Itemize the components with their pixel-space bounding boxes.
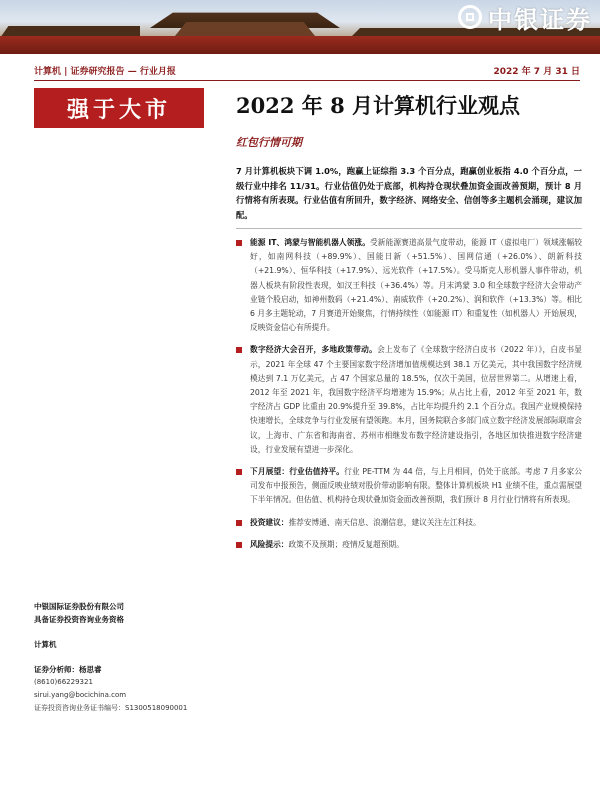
bullet-square-icon: [236, 240, 242, 246]
analyst-email: sirui.yang@bocichina.com: [34, 691, 127, 699]
sub-header: [34, 60, 580, 81]
company-qualification: 具备证券投资咨询业务资格: [34, 615, 124, 624]
bullet-text: 受新能源赛道高景气度带动，能源 IT（虚拟电厂）领域涨幅较好，如南网科技（+89.9%）、国能日新（+51.5%）、国网信通（+26.0%）、朗新科技（+21.9%）、恒华科技（+17.9%）、远光软件（+17.5%）。受马斯克人形机器人事件带动，机器人板块有阶段性表现，如汉王科技（+36.4%）等。月末鸿蒙 3.0 和全球数字经济大会带动产业链个股启动，如神州数码（+21.4%）、南威软件（+20.2%）、润和软件（+13.3%）等。相比 6 月多主题轮动，7 月赛道开始聚焦，行情持续性（如能源 IT）和重复性（如机器人）开始展现，反映资金信心有所提升。: [250, 238, 582, 333]
bullet-lead: 投资建议：: [250, 517, 289, 527]
palace-wall: [0, 36, 600, 54]
list-item: [236, 516, 582, 530]
page-subtitle: 红包行情可期: [236, 136, 302, 149]
divider: [236, 228, 582, 229]
bullet-square-icon: [236, 542, 242, 548]
header-banner: [0, 0, 600, 54]
summary-paragraph: 7 月计算机板块下调 1.0%，跑赢上证综指 3.3 个百分点，跑赢创业板指 4.0 个百分点，一级行业中排名 11/31。行业估值仍处于底部，机构持仓现状叠加资金面改善预期，预计 8 月行情将有所表现。行业估值有所回升，数字经济、网络安全、信创等多主题机会涌现，建议加配。: [236, 166, 582, 220]
page-title: 2022 年 8 月计算机行业观点: [236, 93, 520, 118]
bullet-text: 政策不及预期；疫情反复超预期。: [288, 539, 404, 549]
bullet-list: [236, 236, 582, 560]
rating-block: [34, 88, 204, 128]
analyst-label: 证券分析师：杨思睿: [34, 665, 102, 674]
analyst-phone: (8610)66229321: [34, 678, 93, 686]
bullet-square-icon: [236, 520, 242, 526]
bullet-text: 推荐安博通、南天信息、浪潮信息，建议关注左江科技。: [288, 517, 481, 527]
company-name: 中银国际证券股份有限公司: [34, 602, 124, 611]
bullet-square-icon: [236, 347, 242, 353]
analyst-cert: 证券投资咨询业务证书编号：S1300518090001: [34, 704, 188, 712]
brand-logo: [458, 2, 592, 32]
sector-label: 计算机: [34, 640, 57, 649]
bullet-lead: 下月展望：行业估值持平。: [250, 467, 345, 477]
bullet-text: 行业 PE-TTM 为 44 倍，与上月相同，仍处于底部。考虑 7 月多家公司发布中报预告，侧面反映业绩对股价带动影响有限。整体计算机板块 H1 业绩不佳，重点需展望下半年情况。但估值、机构持仓现状叠加资金面改善预期，我们预计 8 月行业行情将有所表现。: [250, 467, 582, 505]
breadcrumb: 计算机 | 证券研究报告 — 行业月报: [34, 66, 176, 77]
bullet-lead: 能源 IT、鸿蒙与智能机器人领涨。: [250, 238, 370, 247]
list-item: [236, 465, 582, 508]
report-date: 2022 年 7 月 31 日: [493, 66, 580, 77]
list-item: [236, 343, 582, 457]
bullet-square-icon: [236, 469, 242, 475]
list-item: [236, 538, 582, 552]
brand-name: 中银证券: [488, 4, 592, 34]
palace-roof-lower: [175, 22, 315, 36]
company-info: [34, 600, 224, 715]
list-item: [236, 236, 582, 335]
rating-label: 强于大市: [66, 96, 171, 123]
bullet-text: 会上发布了《全球数字经济白皮书（2022 年）》，白皮书显示，2021 年全球 47 个主要国家数字经济增加值规模达到 38.1 万亿美元，其中我国数字经济规模达到 7.1 万亿美元，占 47 个国家总量的 18.5%，仅次于美国，位居世界第二。从增速上看，2012 年至 2021 年，我国数字经济平均增速为 15.9%；从占比上看，2012 年至 2021 年，数字经济占 GDP 比重由 20.9%提升至 39.8%，占比年均提升约 2.1 个百分点。我国产业规模保持快速增长，全球竞争与行业发展有望领跑。本月，国务院联合多部门成立数字经济发展部际联席会议，上海市、广东省和海南省、苏州市相继发布数字经济建设指引，各地区加快推进数字经济建设，行业发展有望进一步深化。: [250, 345, 582, 454]
boc-coin-icon: [458, 5, 482, 29]
bullet-lead: 风险提示：: [250, 539, 289, 549]
bullet-lead: 数字经济大会召开，多地政策带动。: [250, 345, 378, 355]
